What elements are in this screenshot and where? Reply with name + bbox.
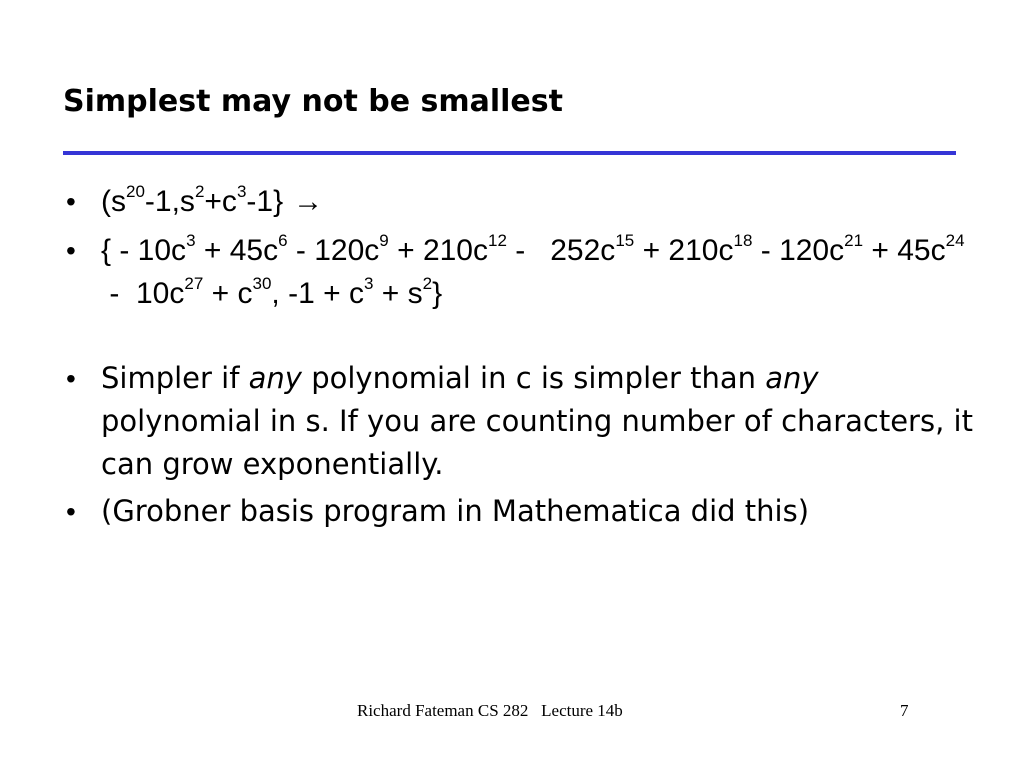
spacer [66,315,976,357]
bullet-item-simpler [66,357,976,486]
right-arrow-icon: → [293,185,324,218]
bullet-marker: • [66,186,76,217]
footer-credit: Richard Fateman CS 282 Lecture 14b [357,701,623,720]
slide-title: Simplest may not be smallest [63,84,563,119]
expression-text: $(s^{20}-1,s^2+c^3-1\}$ [101,182,284,218]
page-number: 7 [900,701,909,720]
bullet-marker: • [66,235,76,266]
bullet-marker: • [66,496,76,527]
bullet-item-grobner [66,490,976,533]
bullet-text: Simpler if any polynomial in c is simpler than any polynomial in s. If you are counting number of characters, it can grow exponentially. [101,361,973,481]
bullet-item-basis [66,229,976,315]
bullet-list [66,180,976,533]
bullet-item-ideal [66,180,976,223]
bullet-marker: • [66,363,76,394]
bullet-text: (Grobner basis program in Mathematica did this) [101,494,810,528]
title-underline [63,151,956,155]
expression-text: { - $10c^3 + 45c^6 - 120c^9 + 210c^{12} - 252c^{15} + 210c^{18} - 120c^{21} + 45c^{24} - 10c^{27} + c^{30}$, $-1 + c^3 + s^2$} [101,231,965,310]
